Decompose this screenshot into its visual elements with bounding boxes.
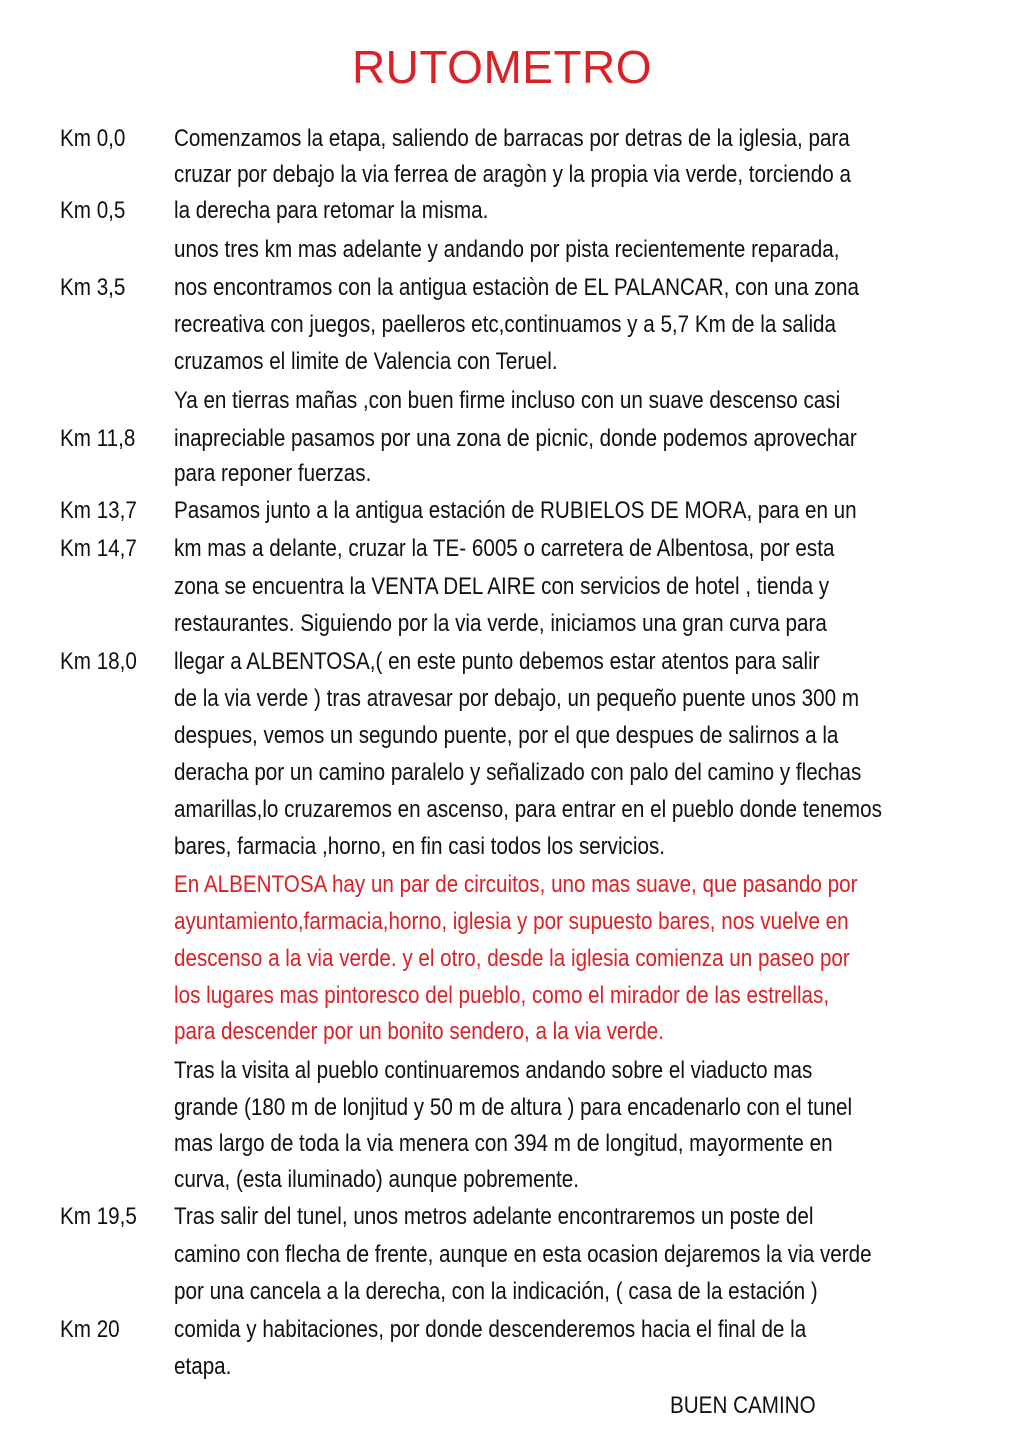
text-line: llegar a ALBENTOSA,( en este punto debemos estar atentos para salir <box>174 648 820 675</box>
km-marker: Km 0,0 <box>60 125 126 152</box>
text-line: etapa. <box>174 1353 232 1380</box>
text-line: Tras la visita al pueblo continuaremos andando sobre el viaducto mas <box>174 1057 813 1084</box>
text-line: inapreciable pasamos por una zona de picnic, donde podemos aprovechar <box>174 425 857 452</box>
text-line: recreativa con juegos, paelleros etc,continuamos y a 5,7 Km de la salida <box>174 311 836 338</box>
text-line: Tras salir del tunel, unos metros adelante encontraremos un poste del <box>174 1203 814 1230</box>
text-line: comida y habitaciones, por donde descenderemos hacia el final de la <box>174 1316 807 1343</box>
text-line: unos tres km mas adelante y andando por pista recientemente reparada, <box>174 236 840 263</box>
text-line: curva, (esta iluminado) aunque pobremente. <box>174 1166 580 1193</box>
highlight-line: ayuntamiento,farmacia,horno, iglesia y por supuesto bares, nos vuelve en <box>174 908 849 935</box>
text-line: deracha por un camino paralelo y señalizado con palo del camino y flechas <box>174 759 862 786</box>
highlight-line: los lugares mas pintoresco del pueblo, como el mirador de las estrellas, <box>174 982 830 1009</box>
highlight-line: descenso a la via verde. y el otro, desde la iglesia comienza un paseo por <box>174 945 850 972</box>
text-line: km mas a delante, cruzar la TE- 6005 o carretera de Albentosa, por esta <box>174 535 835 562</box>
km-marker: Km 20 <box>60 1316 120 1343</box>
text-line: restaurantes. Siguiendo por la via verde, iniciamos una gran curva para <box>174 610 827 637</box>
text-line: grande (180 m de lonjitud y 50 m de altura ) para encadenarlo con el tunel <box>174 1094 853 1121</box>
closing-text: BUEN CAMINO <box>670 1392 816 1419</box>
text-line: Comenzamos la etapa, saliendo de barracas por detras de la iglesia, para <box>174 125 850 152</box>
text-line: de la via verde ) tras atravesar por debajo, un pequeño puente unos 300 m <box>174 685 860 712</box>
text-line: para reponer fuerzas. <box>174 460 372 487</box>
text-line: Pasamos junto a la antigua estación de RUBIELOS DE MORA, para en un <box>174 497 857 524</box>
text-line: Ya en tierras mañas ,con buen firme incluso con un suave descenso casi <box>174 387 841 414</box>
km-marker: Km 19,5 <box>60 1203 137 1230</box>
text-line: por una cancela a la derecha, con la indicación, ( casa de la estación ) <box>174 1278 818 1305</box>
text-line: zona se encuentra la VENTA DEL AIRE con servicios de hotel , tienda y <box>174 573 830 600</box>
text-line: la derecha para retomar la misma. <box>174 197 489 224</box>
text-line: cruzamos el limite de Valencia con Teruel. <box>174 348 558 375</box>
page-title: RUTOMETRO <box>351 41 653 93</box>
km-marker: Km 13,7 <box>60 497 137 524</box>
text-line: mas largo de toda la via menera con 394 m de longitud, mayormente en <box>174 1130 833 1157</box>
km-marker: Km 18,0 <box>60 648 137 675</box>
highlight-line: para descender por un bonito sendero, a la via verde. <box>174 1018 664 1045</box>
text-line: amarillas,lo cruzaremos en ascenso, para entrar en el pueblo donde tenemos <box>174 796 882 823</box>
text-line: camino con flecha de frente, aunque en esta ocasion dejaremos la via verde <box>174 1241 872 1268</box>
km-marker: Km 11,8 <box>60 425 136 452</box>
text-line: nos encontramos con la antigua estaciòn de EL PALANCAR, con una zona <box>174 274 859 301</box>
km-marker: Km 0,5 <box>60 197 126 224</box>
highlight-line: En ALBENTOSA hay un par de circuitos, uno mas suave, que pasando por <box>174 871 858 898</box>
text-line: despues, vemos un segundo puente, por el que despues de salirnos a la <box>174 722 839 749</box>
text-line: cruzar por debajo la via ferrea de aragòn y la propia via verde, torciendo a <box>174 161 851 188</box>
km-marker: Km 14,7 <box>60 535 137 562</box>
text-line: bares, farmacia ,horno, en fin casi todos los servicios. <box>174 833 666 860</box>
km-marker: Km 3,5 <box>60 274 126 301</box>
